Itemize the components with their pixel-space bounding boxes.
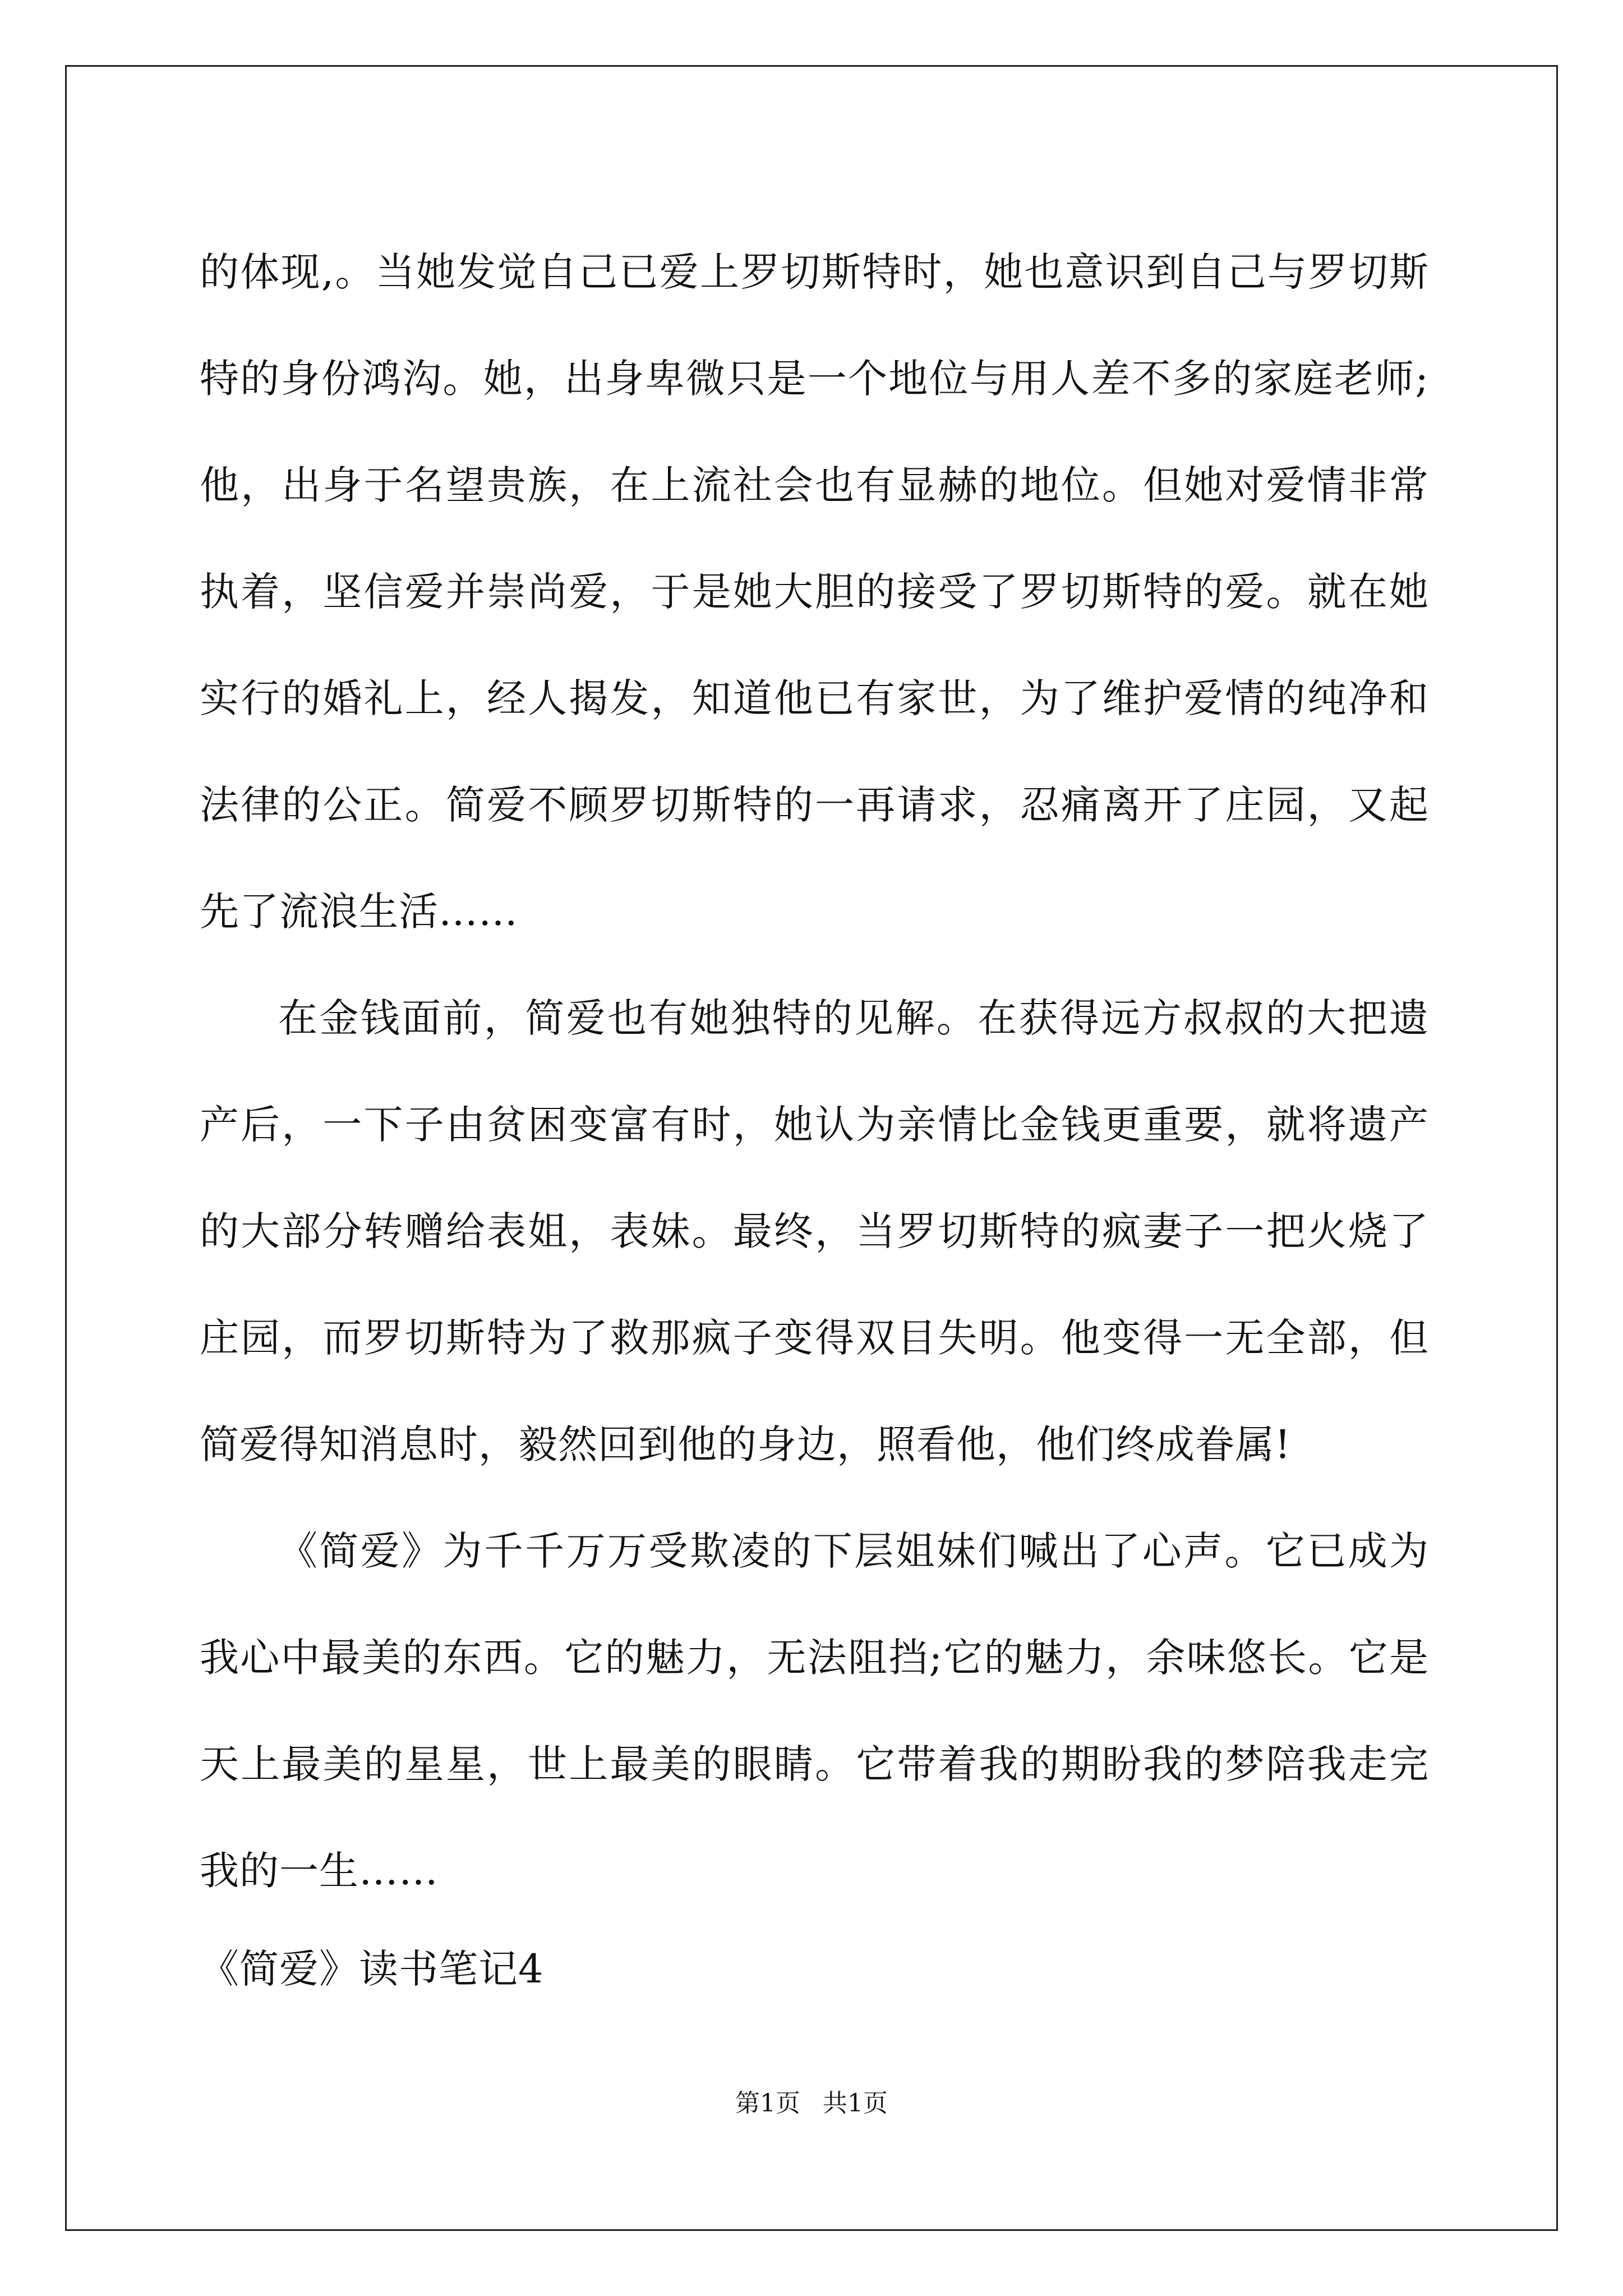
page-number: 第1页	[735, 2089, 800, 2118]
document-body	[200, 219, 1429, 1924]
section-heading: 《简爱》读书笔记4	[200, 1946, 544, 1992]
paragraph-1: 的体现,。当她发觉自己已爱上罗切斯特时，她也意识到自己与罗切斯特的身份鸿沟。她，出身卑微只是一个地位与用人差不多的家庭老师;他，出身于名望贵族，在上流社会也有显赫的地位。但她对爱情非常执着，坚信爱并崇尚爱，于是她大胆的接受了罗切斯特的爱。就在她实行的婚礼上，经人揭发，知道他已有家世，为了维护爱情的纯净和法律的公正。简爱不顾罗切斯特的一再请求，忍痛离开了庄园，又起先了流浪生活……	[200, 249, 1429, 935]
page-footer	[0, 2087, 1623, 2120]
paragraph-3: 《简爱》为千千万万受欺凌的下层姐妹们喊出了心声。它已成为我心中最美的东西。它的魅力，无法阻挡;它的魅力，余味悠长。它是天上最美的星星，世上最美的眼睛。它带着我的期盼我的梦陪我走完我的一生……	[200, 1528, 1429, 1894]
page-total: 共1页	[823, 2089, 888, 2118]
paragraph-2: 在金钱面前，简爱也有她独特的见解。在获得远方叔叔的大把遗产后，一下子由贫困变富有时，她认为亲情比金钱更重要，就将遗产的大部分转赠给表姐，表妹。最终，当罗切斯特的疯妻子一把火烧了庄园，而罗切斯特为了救那疯子变得双目失明。他变得一无全部，但简爱得知消息时，毅然回到他的身边，照看他，他们终成眷属!	[200, 995, 1429, 1467]
